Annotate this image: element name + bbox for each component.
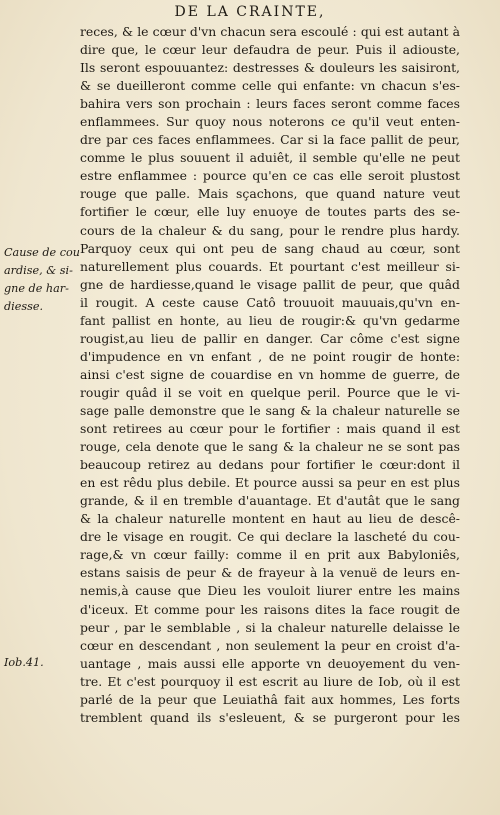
text-line: estre enflammee : pource qu'en ce cas elle seroit plustost xyxy=(80,168,460,184)
text-line: d'impudence en vn enfant , de ne point rougir de honte: xyxy=(80,348,460,364)
text-line: rouge, cela denote que le sang & la chaleur ne se sont pas xyxy=(80,439,460,455)
text-line: fortifier le cœur, elle luy enuoye de toutes parts des se- xyxy=(80,204,460,220)
text-line: dre par ces faces enflammees. Car si la face pallit de peur, xyxy=(80,132,460,148)
text-line: sage palle demonstre que le sang & la chaleur naturelle se xyxy=(80,402,460,418)
text-line: dre le visage en rougit. Ce qui declare la lascheté du cou- xyxy=(80,529,460,545)
text-line: & se dueilleront comme celle qui enfante: vn chacun s'es- xyxy=(80,78,460,94)
running-head: DE LA CRAINTE, xyxy=(174,4,326,20)
text-line: en est rêdu plus debile. Et pource aussi sa peur en est plus xyxy=(80,475,460,491)
text-line: fant pallist en honte, au lieu de rougir:& qu'vn gedarme xyxy=(80,312,460,328)
margin-note-line: ardise, & si- xyxy=(4,264,73,278)
text-line: & la chaleur naturelle montent en haut au lieu de descê- xyxy=(80,511,460,527)
margin-note-line: Cause de cou xyxy=(4,246,80,259)
text-line: tre. Et c'est pourquoy il est escrit au liure de Iob, où il est xyxy=(80,673,460,689)
text-line: beaucoup retirez au dedans pour fortifier le cœur:dont il xyxy=(80,457,460,473)
text-line: rougir quâd il se voit en quelque peril. Pource que le vi- xyxy=(80,384,460,400)
text-line: bahira vers son prochain : leurs faces seront comme faces xyxy=(80,96,460,112)
text-line: reces, & le cœur d'vn chacun sera escoulé : qui est autant à xyxy=(80,24,460,39)
margin-note-cause-de-couardise xyxy=(4,244,78,316)
margin-note-line: gne de har- xyxy=(4,282,69,296)
text-line: gne de hardiesse,quand le visage pallit de peur, que quâd xyxy=(80,276,460,292)
text-line: nemis,à cause que Dieu les vouloit liurer entre les mains xyxy=(80,583,460,599)
margin-note-line: Iob.41. xyxy=(4,656,44,669)
text-line: il rougit. A ceste cause Catô trouuoit mauuais,qu'vn en- xyxy=(80,294,460,310)
text-line: rouge que palle. Mais sçachons, que quand nature veut xyxy=(80,186,460,202)
text-line: enflammees. Sur quoy nous noterons ce qu'il veut enten- xyxy=(80,114,460,130)
margin-note-iob xyxy=(4,654,78,672)
text-line: Ils seront espouuantez: destresses & douleurs les saisiront, xyxy=(80,60,460,76)
text-line: peur , par le semblable , si la chaleur naturelle delaisse le xyxy=(80,619,460,635)
margin-note-line: diesse. xyxy=(4,300,44,314)
text-line: naturellement plus couards. Et pourtant c'est meilleur si- xyxy=(80,258,460,274)
text-line: rage,& vn cœur failly: comme il en prit aux Babyloniês, xyxy=(80,547,460,563)
text-line: estans saisis de peur & de frayeur à la venuë de leurs en- xyxy=(80,565,460,581)
text-line: uantage , mais aussi elle apporte vn deuoyement du ven- xyxy=(80,655,460,671)
text-line: sont retirees au cœur pour le fortifier : mais quand il est xyxy=(80,421,460,437)
text-line: tremblent quand ils s'esleuent, & se purgeront pour les xyxy=(80,709,460,725)
body-text xyxy=(80,23,460,727)
text-line: parlé de la peur que Leuiathâ fait aux hommes, Les forts xyxy=(80,691,460,707)
text-line: comme le plus souuent il aduiêt, il semble qu'elle ne peut xyxy=(80,150,460,166)
text-line: Parquoy ceux qui ont peu de sang chaud au cœur, sont xyxy=(80,240,460,256)
text-line: cœur en descendant , non seulement la peur en croist d'a- xyxy=(80,637,460,653)
text-line: rougist,au lieu de pallir en danger. Car côme c'est signe xyxy=(80,330,460,346)
text-line: dire que, le cœur leur defaudra de peur. Puis il adiouste, xyxy=(80,42,460,58)
text-line: d'iceux. Et comme pour les raisons dites la face rougit de xyxy=(80,601,460,617)
text-line: ainsi c'est signe de couardise en vn homme de guerre, de xyxy=(80,366,460,382)
text-line: cours de la chaleur & du sang, pour le rendre plus hardy. xyxy=(80,222,460,238)
text-line: grande, & il en tremble d'auantage. Et d'autât que le sang xyxy=(80,493,460,509)
